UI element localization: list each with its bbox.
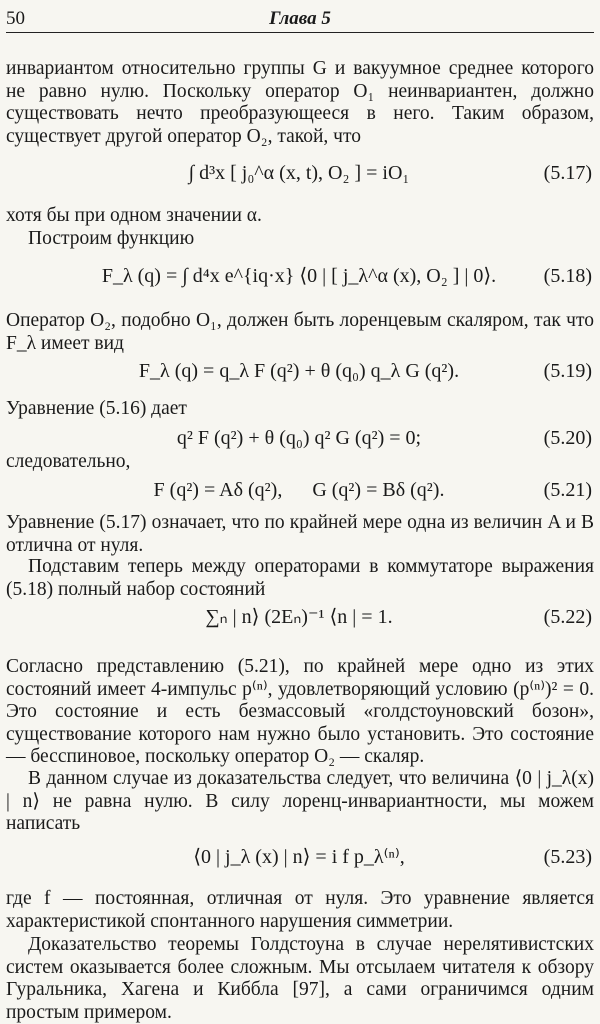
equation-body: q² F (q²) + θ (q₀) q² G (q²) = 0; [176,427,422,449]
paragraph-12 [6,934,594,1024]
paragraph-8-text: Подставим теперь между операторами в коммутаторе выражения (5.18) полный набор состояний [6,556,594,600]
equation-number: (5.18) [543,265,592,287]
paragraph-4: Оператор O₂, подобно O₁, должен быть лоренцевым скаляром, так что F_λ имеет вид [6,310,594,354]
equation-number: (5.20) [543,427,592,449]
equation-body: F (q²) = Aδ (q²), G (q²) = Bδ (q²). [153,479,445,501]
equation-body: ⟨0 | j_λ (x) | n⟩ = i f p_λ⁽ⁿ⁾, [193,846,405,868]
paragraph-8 [6,556,594,601]
paragraph-11: где f — постоянная, отличная от нуля. Это уравнение является характеристикой спонтанного нарушения симметрии. [6,888,594,932]
paragraph-2: хотя бы при одном значении α. [6,205,262,226]
page-number: 50 [6,8,25,29]
paragraph-3-text: Построим функцию [28,228,195,249]
paragraph-12-text: Доказательство теоремы Голдстоуна в случае нерелятивистских систем оказывается более сложным. Мы отсылаем читателя к обзору Гуральника, Хагена и Киббла [97], а сами ограничимся одним простым примером. [6,934,594,1023]
equation-number: (5.23) [543,846,592,868]
equation-body: ∫ d³x [ j₀^α (x, t), O₂ ] = iO₁ [188,162,410,184]
paragraph-10-text: В данном случае из доказательства следует, что величина ⟨0 | j_λ(x) | n⟩ не равна нулю. В силу лоренц-инвариантности, мы можем написать [6,768,594,834]
paragraph-5: Уравнение (5.16) дает [6,398,187,419]
paragraph-9: Согласно представлению (5.21), по крайней мере одно из этих состояний имеет 4-импульс p⁽ⁿ⁾, удовлетворяющий условию (p⁽ⁿ⁾)² = 0. Это состояние и есть безмассовый «голдстоуновский бозон», существование которого нам нужно было установить. Это состояние — бесспиновое, поскольку оператор O₂ — скаляр. [6,656,594,767]
equation-body: F_λ (q) = ∫ d⁴x e^{iq·x} ⟨0 | [ j_λ^α (x), O₂ ] | 0⟩. [101,265,497,287]
equation-number: (5.22) [543,606,592,628]
equation-body: F_λ (q) = q_λ F (q²) + θ (q₀) q_λ G (q²). [138,360,460,382]
equation-number: (5.19) [543,360,592,382]
paragraph-1: инвариантом относительно группы G и вакуумное среднее которого не равно нулю. Поскольку оператор O₁ неинвариантен, должно существовать нечто преобразующееся в него. Таким образом, существует другой оператор O₂, такой, что [6,58,594,147]
paragraph-3 [6,228,594,251]
paragraph-10 [6,768,594,836]
equation-body: ∑ₙ | n⟩ (2Eₙ)⁻¹ ⟨n | = 1. [205,606,393,628]
page-header [6,2,594,33]
paragraph-6: следовательно, [6,451,131,472]
equation-number: (5.17) [543,162,592,184]
equation-number: (5.21) [543,479,592,501]
chapter-title: Глава 5 [269,8,331,29]
paragraph-7: Уравнение (5.17) означает, что по крайней мере одна из величин A и B отлична от нуля. [6,512,594,556]
